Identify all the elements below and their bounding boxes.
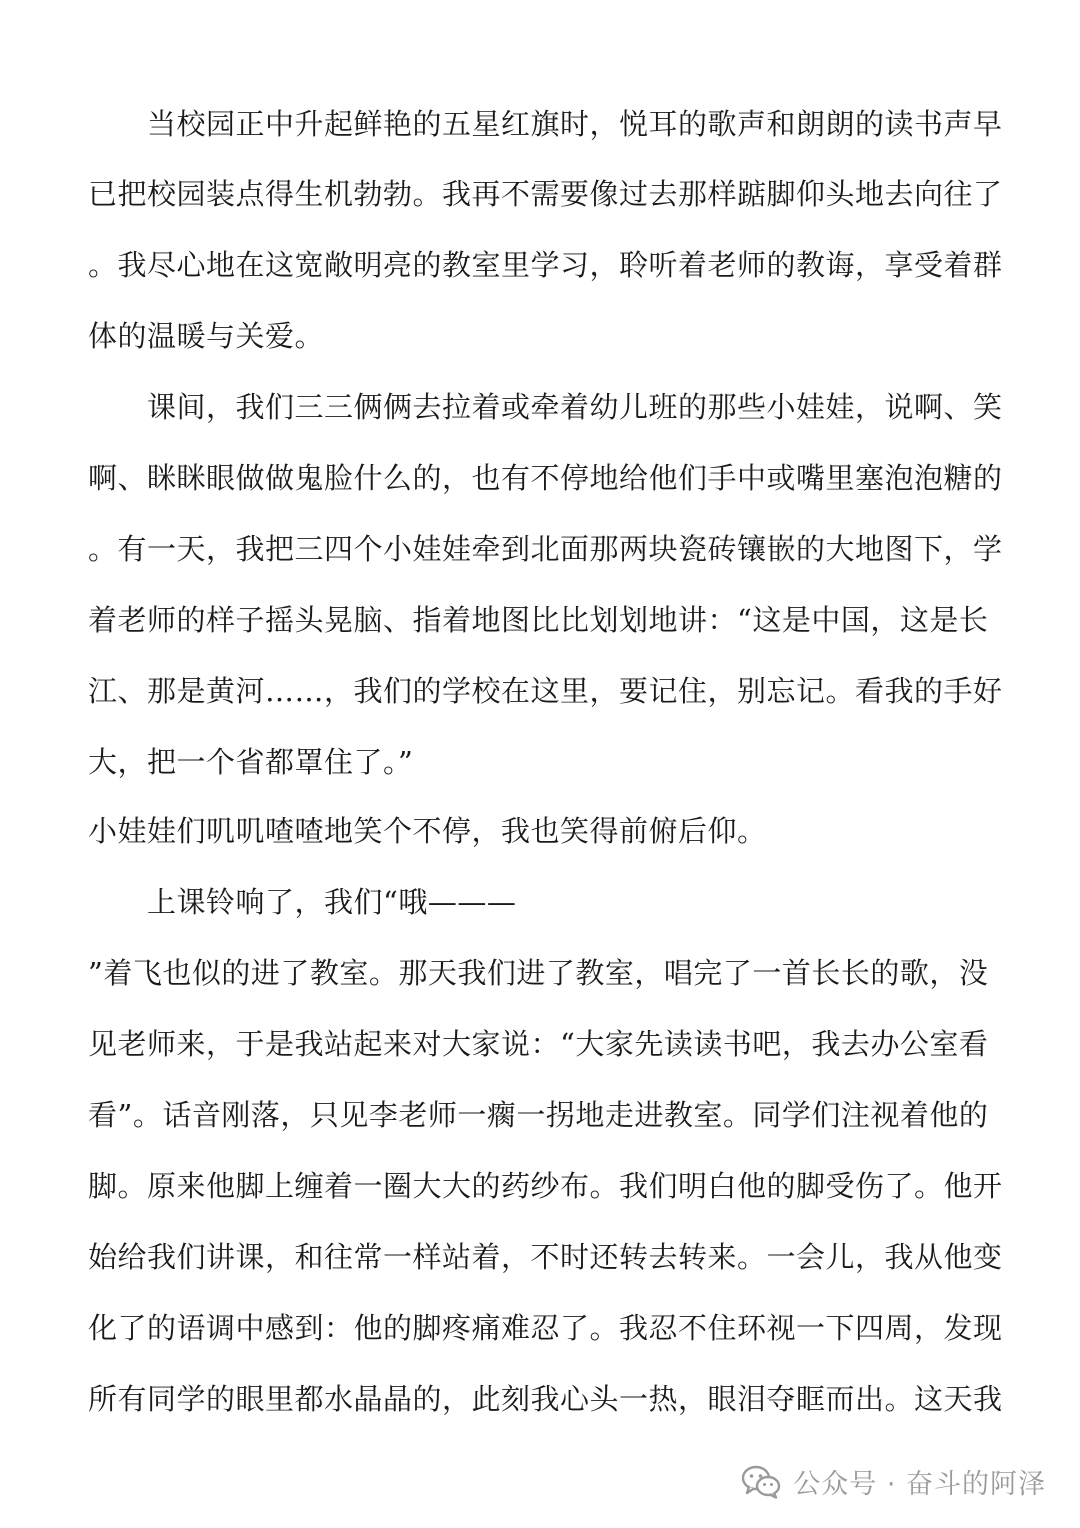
text-line: 当校园正中升起鲜艳的五星红旗时，悦耳的歌声和朗朗的读书声早 bbox=[147, 107, 1003, 141]
text-line: 看”。话音刚落，只见李老师一瘸一拐地走进教室。同学们注视着他的 bbox=[88, 1098, 989, 1132]
text-line: 江、那是黄河……，我们的学校在这里，要记住，别忘记。看我的手好 bbox=[88, 674, 1003, 708]
watermark bbox=[741, 1462, 1046, 1501]
text-line: 。有一天，我把三四个小娃娃牵到北面那两块瓷砖镶嵌的大地图下，学 bbox=[88, 532, 1003, 566]
text-line: 啊、眯眯眼做做鬼脸什么的，也有不停地给他们手中或嘴里塞泡泡糖的 bbox=[88, 461, 1003, 495]
text-line: 始给我们讲课，和往常一样站着，不时还转去转来。一会儿，我从他变 bbox=[88, 1240, 1003, 1274]
wechat-icon bbox=[741, 1465, 781, 1499]
text-line: 上课铃响了，我们“哦——— bbox=[147, 885, 517, 919]
text-line: 所有同学的眼里都水晶晶的，此刻我心头一热，眼泪夺眶而出。这天我 bbox=[88, 1382, 1003, 1416]
text-line: 课间，我们三三俩俩去拉着或牵着幼儿班的那些小娃娃，说啊、笑 bbox=[147, 390, 1003, 424]
text-line: 见老师来，于是我站起来对大家说：“大家先读读书吧，我去办公室看 bbox=[88, 1027, 989, 1061]
text-line: 已把校园装点得生机勃勃。我再不需要像过去那样踮脚仰头地去向往了 bbox=[88, 177, 1003, 211]
text-line: 体的温暖与关爱。 bbox=[88, 319, 325, 353]
text-line: 大，把一个省都罩住了。” bbox=[88, 745, 414, 779]
text-line: 脚。原来他脚上缠着一圈大大的药纱布。我们明白他的脚受伤了。他开 bbox=[88, 1169, 1003, 1203]
text-line: 化了的语调中感到：他的脚疼痛难忍了。我忍不住环视一下四周，发现 bbox=[88, 1311, 1003, 1345]
watermark-text: 公众号 · 奋斗的阿泽 bbox=[793, 1469, 1046, 1500]
text-line: 着老师的样子摇头晃脑、指着地图比比划划地讲：“这是中国，这是长 bbox=[88, 603, 989, 637]
text-line: 小娃娃们叽叽喳喳地笑个不停，我也笑得前俯后仰。 bbox=[88, 814, 767, 848]
text-line: 。我尽心地在这宽敞明亮的教室里学习，聆听着老师的教诲，享受着群 bbox=[88, 248, 1003, 282]
text-line: ”着飞也似的进了教室。那天我们进了教室，唱完了一首长长的歌，没 bbox=[88, 956, 989, 990]
